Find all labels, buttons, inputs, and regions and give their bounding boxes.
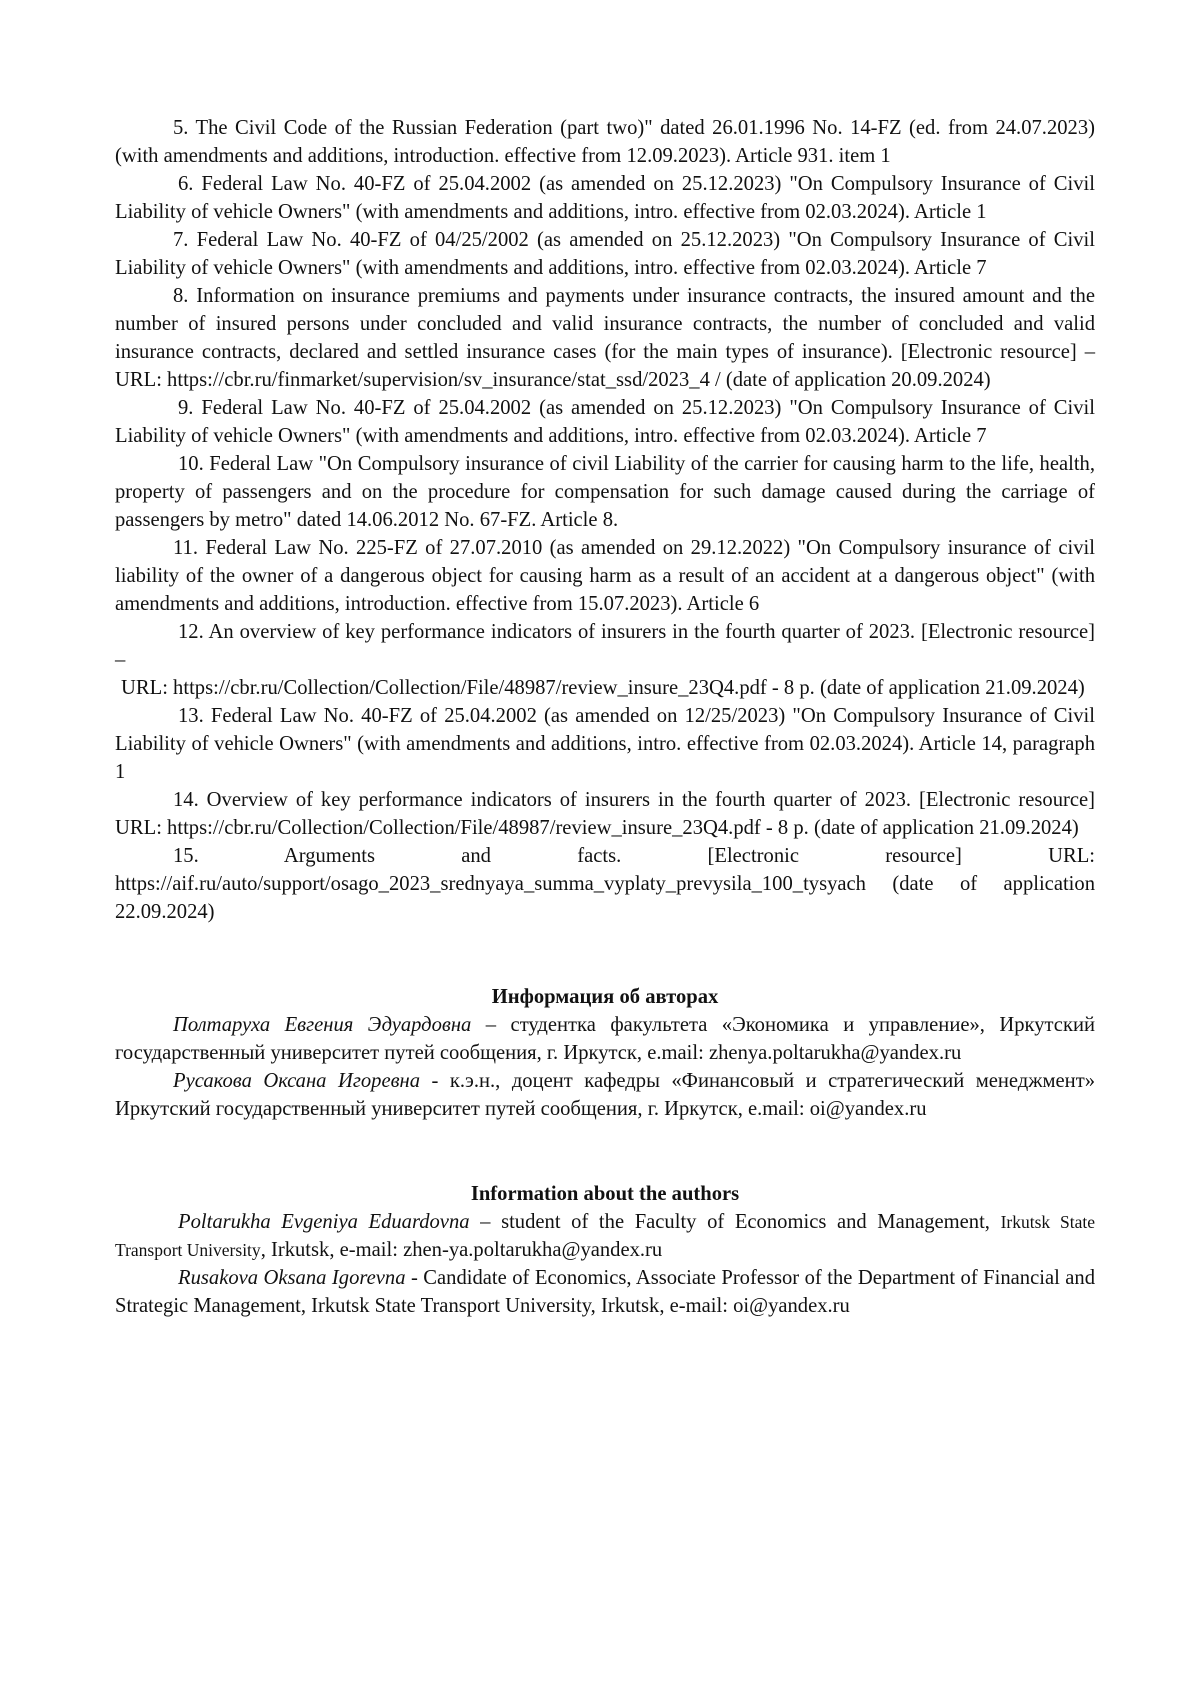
author-name: Русакова Оксана Игоревна bbox=[173, 1070, 421, 1092]
author-en-entry bbox=[115, 1208, 1095, 1264]
authors-en-section bbox=[115, 1180, 1095, 1320]
reference-item: 7. Federal Law No. 40-FZ of 04/25/2002 (as amended on 25.12.2023) "On Compulsory Insurance of Civil Liability of vehicle Owners" (with amendments and additions, intro. effective from 02.03.2024). Article 7 bbox=[115, 229, 1095, 279]
reference-list bbox=[115, 114, 1095, 926]
author-details: – студентка факультета «Экономика и управление», Иркутский государственный университет путей сообщения, г. Иркутск, e.mail: zhenya.poltarukha@yandex.ru bbox=[115, 1014, 1095, 1064]
author-contact: , Irkutsk, e-mail: zhen-ya.poltarukha@yandex.ru bbox=[260, 1239, 663, 1261]
reference-item: 8. Information on insurance premiums and payments under insurance contracts, the insured amount and the number of insured persons under concluded and valid insurance contracts, the number of concluded and valid insurance contracts, declared and settled insurance cases (for the main types of insurance). [Electronic resource] – URL: https://cbr.ru/finmarket/supervision/sv_insurance/stat_ssd/2023_4 / (date of application 20.09.2024) bbox=[115, 285, 1095, 391]
reference-item: 15. Arguments and facts. [Electronic resource] URL: https://aif.ru/auto/support/osago_2023_srednyaya_summa_vyplaty_prevysila_100_tysyach (date of application 22.09.2024) bbox=[115, 845, 1095, 923]
author-en-entry bbox=[115, 1264, 1095, 1320]
author-name: Poltarukha Evgeniya Eduardovna bbox=[178, 1211, 470, 1233]
author-name: Полтаруха Евгения Эдуардовна bbox=[173, 1014, 472, 1036]
reference-item: 9. Federal Law No. 40-FZ of 25.04.2002 (as amended on 25.12.2023) "On Compulsory Insurance of Civil Liability of vehicle Owners" (with amendments and additions, intro. effective from 02.03.2024). Article 7 bbox=[115, 397, 1095, 447]
reference-text: 12. An overview of key performance indicators of insurers in the fourth quarter of 2023. [Electronic resource] – bbox=[115, 621, 1095, 671]
author-ru-entry bbox=[115, 1011, 1095, 1067]
reference-item: 11. Federal Law No. 225-FZ of 27.07.2010 (as amended on 29.12.2022) "On Compulsory insurance of civil liability of the owner of a dangerous object for causing harm as a result of an accident at a dangerous object" (with amendments and additions, introduction. effective from 15.07.2023). Article 6 bbox=[115, 537, 1095, 615]
authors-ru-section bbox=[115, 983, 1095, 1123]
reference-item: 14. Overview of key performance indicators of insurers in the fourth quarter of 2023. [Electronic resource] URL: https://cbr.ru/Collection/Collection/File/48987/review_insure_23Q4.pdf - 8 p. (date of application 21.09.2024) bbox=[115, 789, 1095, 839]
author-details: - к.э.н., доцент кафедры «Финансовый и стратегический менеджмент» Иркутский государственный университет путей сообщения, г. Иркутск, e.mail: oi@yandex.ru bbox=[115, 1070, 1095, 1120]
author-ru-entry bbox=[115, 1067, 1095, 1123]
reference-item bbox=[115, 618, 1095, 702]
reference-item: 6. Federal Law No. 40-FZ of 25.04.2002 (as amended on 25.12.2023) "On Compulsory Insurance of Civil Liability of vehicle Owners" (with amendments and additions, intro. effective from 02.03.2024). Article 1 bbox=[115, 173, 1095, 223]
reference-item: 5. The Civil Code of the Russian Federation (part two)" dated 26.01.1996 No. 14-FZ (ed. from 24.07.2023) (with amendments and additions, introduction. effective from 12.09.2023). Article 931. item 1 bbox=[115, 117, 1095, 167]
authors-en-heading: Information about the authors bbox=[470, 1183, 740, 1205]
author-affiliation: Irkutsk State Transport University bbox=[115, 1212, 1095, 1260]
spacer bbox=[115, 955, 1095, 983]
spacer bbox=[115, 1152, 1095, 1180]
authors-ru-heading: Информация об авторах bbox=[491, 986, 719, 1008]
author-name: Rusakova Oksana Igorevna bbox=[178, 1267, 406, 1289]
spacer bbox=[115, 926, 1095, 955]
document-page bbox=[115, 114, 1095, 1320]
reference-item: 13. Federal Law No. 40-FZ of 25.04.2002 (as amended on 12/25/2023) "On Compulsory Insurance of Civil Liability of vehicle Owners" (with amendments and additions, intro. effective from 02.03.2024). Article 14, paragraph 1 bbox=[115, 705, 1095, 783]
reference-url-line: URL: https://cbr.ru/Collection/Collection/File/48987/review_insure_23Q4.pdf - 8 p. (date of application 21.09.2024) bbox=[121, 677, 1085, 699]
reference-item: 10. Federal Law "On Compulsory insurance of civil Liability of the carrier for causing harm to the life, health, property of passengers and on the procedure for compensation for such damage caused during the carriage of passengers by metro" dated 14.06.2012 No. 67-FZ. Article 8. bbox=[115, 453, 1095, 531]
spacer bbox=[115, 1123, 1095, 1152]
author-details: – student of the Faculty of Economics and Management, bbox=[469, 1211, 990, 1233]
author-details: - Candidate of Economics, Associate Professor of the Department of Financial and Strategic Management, Irkutsk State Transport University, Irkutsk, e-mail: oi@yandex.ru bbox=[115, 1267, 1096, 1317]
